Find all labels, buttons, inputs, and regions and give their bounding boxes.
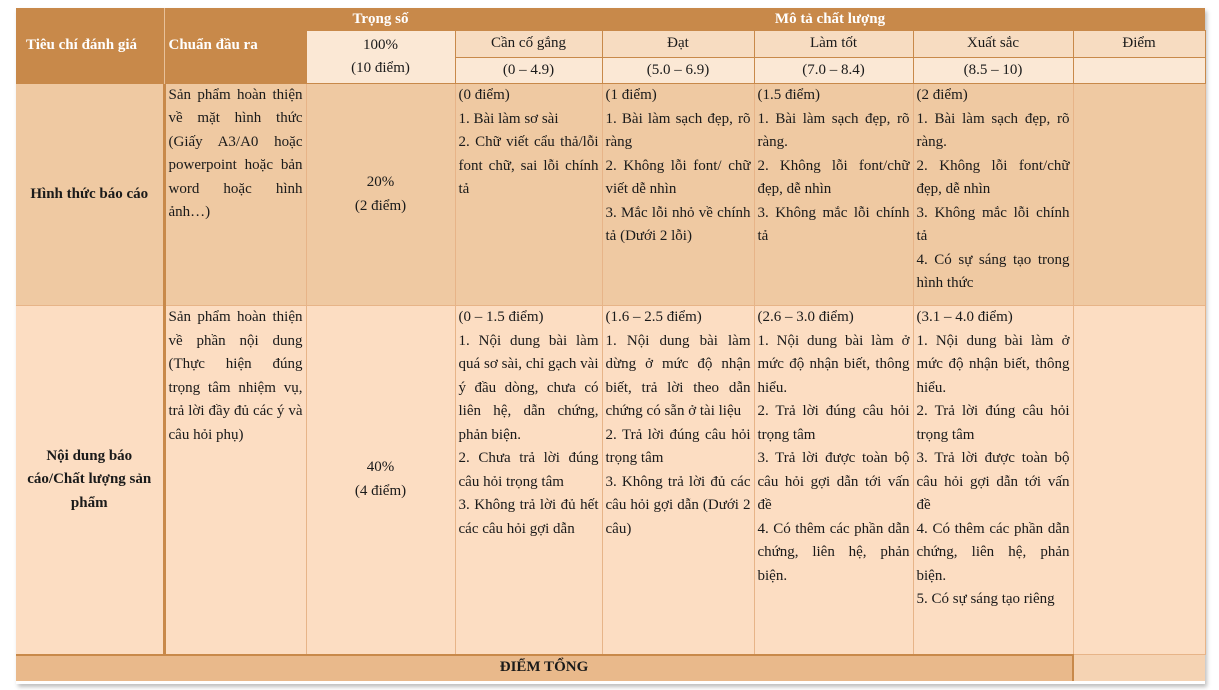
- range-2: (5.0 – 6.9): [602, 58, 754, 84]
- content-level-4: [913, 306, 1073, 655]
- format-level-4: [913, 84, 1073, 306]
- format-level-1: [455, 84, 602, 306]
- score-total[interactable]: [1073, 655, 1205, 681]
- desc-line: (1.6 – 2.5 điểm): [605, 309, 702, 325]
- content-level-1: [455, 306, 602, 655]
- outcome-content: Sản phẩm hoàn thiện về phần nội dung (Thực hiện đúng trọng tâm nhiệm vụ, trả lời đầy đủ các ý và câu hỏi phụ): [164, 306, 306, 655]
- desc-line: (3.1 – 4.0 điểm): [916, 309, 1013, 325]
- header-weight-total: [306, 31, 455, 84]
- desc-line: 3. Trả lời được toàn bộ câu hỏi gợi dẫn tới vấn đề: [916, 450, 1070, 513]
- range-4: (8.5 – 10): [913, 58, 1073, 84]
- desc-line: 1. Bài làm sạch đẹp, rõ ràng.: [916, 110, 1070, 150]
- desc-line: 3. Trả lời được toàn bộ câu hỏi gợi dẫn tới vấn đề: [757, 450, 910, 513]
- criteria-format: Hình thức báo cáo: [16, 84, 164, 306]
- desc-line: 4. Có thêm các phần dẫn chứng, liên hệ, phản biện.: [916, 520, 1070, 584]
- desc-line: 3. Không mắc lỗi chính tả: [916, 204, 1070, 244]
- outcome-format: Sản phẩm hoàn thiện về mặt hình thức (Giấy A3/A0 hoặc powerpoint hoặc bản word hoặc hình ảnh…): [164, 84, 306, 306]
- desc-line: 1. Bài làm sạch đẹp, rõ ràng: [605, 110, 751, 150]
- desc-line: 2. Không lỗi font/ chữ viết dễ nhìn: [605, 157, 751, 197]
- desc-line: 2. Chưa trả lời đúng câu hỏi trọng tâm: [458, 450, 599, 490]
- score-content[interactable]: [1073, 306, 1205, 655]
- desc-line: 5. Có sự sáng tạo riêng: [916, 591, 1055, 607]
- desc-line: 1. Bài làm sạch đẹp, rõ ràng.: [757, 110, 910, 150]
- range-score: [1073, 58, 1205, 84]
- desc-line: 4. Có sự sáng tạo trong hình thức: [916, 251, 1070, 291]
- level-1: Cần cố gắng: [455, 31, 602, 58]
- rubric-row-format: [16, 84, 1205, 306]
- weight-format: [306, 84, 455, 306]
- desc-line: (1 điểm): [605, 87, 657, 103]
- desc-line: (0 – 1.5 điểm): [458, 309, 544, 325]
- desc-line: 4. Có thêm các phần dẫn chứng, liên hệ, phản biện.: [757, 520, 910, 584]
- weight-content-pts: (4 điểm): [354, 482, 407, 499]
- desc-line: 2. Không lỗi font/chữ đẹp, dễ nhìn: [757, 157, 910, 197]
- format-level-2: [602, 84, 754, 306]
- desc-line: 3. Không trả lời đủ hết các câu hỏi gợi dẫn: [458, 497, 599, 537]
- score-format[interactable]: [1073, 84, 1205, 306]
- desc-line: (1.5 điểm): [757, 87, 820, 103]
- weight-content-pct: 40%: [366, 459, 395, 476]
- desc-line: 3. Không trả lời đủ các câu hỏi gợi dẫn (Dưới 2 câu): [605, 473, 751, 537]
- header-quality: Mô tả chất lượng: [455, 8, 1205, 31]
- total-label: ĐIỂM TỔNG: [16, 655, 1073, 681]
- level-4: Xuất sắc: [913, 31, 1073, 58]
- format-level-3: [754, 84, 913, 306]
- desc-line: 1. Nội dung bài làm ở mức độ nhận biết, thông hiểu.: [757, 332, 910, 396]
- desc-line: 3. Mắc lỗi nhỏ về chính tả (Dưới 2 lỗi): [605, 204, 751, 244]
- desc-line: 2. Không lỗi font/chữ đẹp, dễ nhìn: [916, 157, 1070, 197]
- desc-line: 2. Chữ viết cẩu thả/lỗi font chữ, sai lỗi chính tả: [458, 134, 599, 197]
- desc-line: 1. Nội dung bài làm ở mức độ nhận biết, thông hiểu.: [916, 332, 1070, 396]
- level-2: Đạt: [602, 31, 754, 58]
- header-criteria: Tiêu chí đánh giá: [16, 8, 164, 84]
- weight-format-pct: 20%: [366, 174, 395, 190]
- desc-line: (2.6 – 3.0 điểm): [757, 309, 854, 325]
- rubric-table: [16, 8, 1206, 681]
- range-1: (0 – 4.9): [455, 58, 602, 84]
- rubric-row-content: [16, 306, 1205, 655]
- desc-line: 2. Trả lời đúng câu hỏi trọng tâm: [916, 403, 1070, 443]
- desc-line: 1. Bài làm sơ sài: [458, 110, 559, 127]
- header-weight: Trọng số: [306, 8, 455, 31]
- desc-line: (2 điểm): [916, 87, 968, 103]
- rubric-row-total: [16, 655, 1205, 681]
- content-level-3: [754, 306, 913, 655]
- desc-line: (0 điểm): [458, 87, 510, 103]
- desc-line: 3. Không mắc lỗi chính tả: [757, 204, 910, 244]
- rubric-document: [16, 8, 1205, 684]
- header-outcome: Chuẩn đầu ra: [164, 8, 306, 84]
- level-3: Làm tốt: [754, 31, 913, 58]
- desc-line: 2. Trả lời đúng câu hỏi trọng tâm: [757, 403, 910, 443]
- content-level-2: [602, 306, 754, 655]
- desc-line: 2. Trả lời đúng câu hỏi trọng tâm: [605, 426, 751, 466]
- desc-line: 1. Nội dung bài làm quá sơ sài, chỉ gạch vài ý đầu dòng, chưa có liên hệ, dẫn chứng, phản biện.: [458, 332, 599, 443]
- desc-line: 1. Nội dung bài làm dừng ở mức độ nhận biết, trả lời theo dẫn chứng có sẵn ở tài liệu: [605, 332, 751, 419]
- weight-total-pts: (10 điểm): [351, 60, 410, 76]
- header-score: Điểm: [1073, 31, 1205, 58]
- weight-format-pts: (2 điểm): [354, 197, 407, 214]
- weight-total-pct: 100%: [363, 36, 398, 53]
- range-3: (7.0 – 8.4): [754, 58, 913, 84]
- criteria-content: Nội dung báo cáo/Chất lượng sản phẩm: [16, 306, 164, 655]
- weight-content: [306, 306, 455, 655]
